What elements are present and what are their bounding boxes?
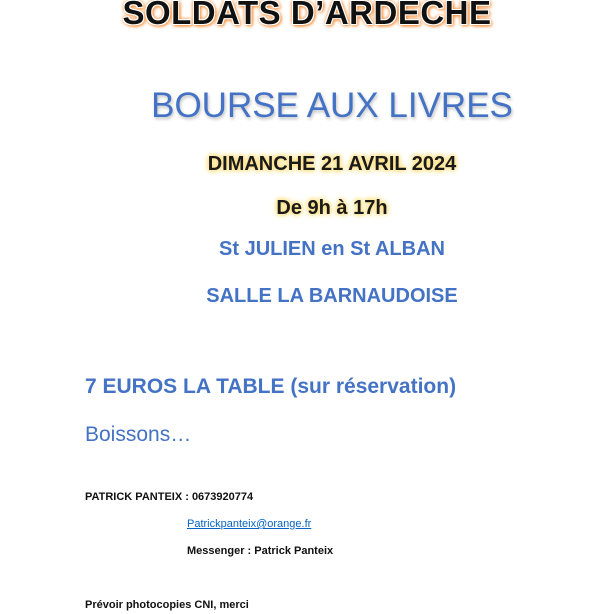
contact-email-link[interactable]: Patrickpanteix@orange.fr bbox=[187, 518, 312, 530]
event-hours: De 9h à 17h bbox=[276, 197, 388, 219]
contact-messenger: Messenger : Patrick Panteix bbox=[187, 545, 334, 557]
event-venue: SALLE LA BARNAUDOISE bbox=[206, 285, 458, 307]
organizer-title: SOLDATS D’ARDECHE bbox=[122, 0, 492, 31]
contact-name-phone: PATRICK PANTEIX : 0673920774 bbox=[85, 491, 254, 503]
event-title: BOURSE AUX LIVRES bbox=[151, 86, 513, 125]
drinks-note: Boissons… bbox=[85, 423, 192, 446]
event-town: St JULIEN en St ALBAN bbox=[219, 238, 445, 260]
id-copy-note: Prévoir photocopies CNI, merci bbox=[85, 599, 249, 611]
table-price: 7 EUROS LA TABLE (sur réservation) bbox=[85, 375, 457, 398]
event-date: DIMANCHE 21 AVRIL 2024 bbox=[207, 153, 457, 175]
